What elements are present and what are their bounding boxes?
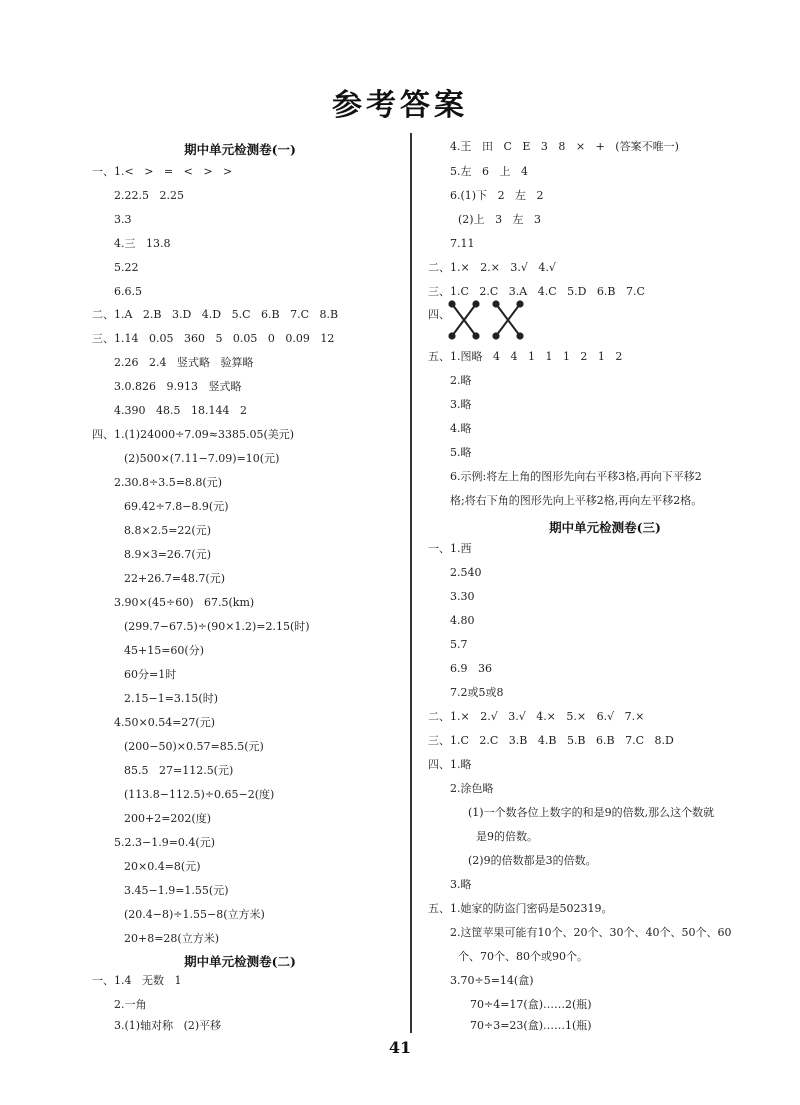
answer-line: 5.7: [450, 638, 468, 651]
section-heading-2: 期中单元检测卷(二): [184, 954, 296, 969]
answer-line: 四、1.(1)24000÷7.09≈3385.05(美元): [92, 428, 295, 441]
column-divider: [410, 133, 412, 1033]
answer-line: 一、1.4 无数 1: [92, 974, 182, 987]
answer-line: 四、1.略: [428, 758, 472, 771]
answer-line: 8.9×3=26.7(元): [124, 548, 212, 561]
section-heading-1: 期中单元检测卷(一): [184, 142, 296, 157]
answer-line: 2.涂色略: [450, 782, 494, 795]
answer-line: 三、1.14 0.05 360 5 0.05 0 0.09 12: [92, 332, 335, 345]
answer-line: 6.6.5: [114, 285, 142, 298]
answer-line: 3.30: [450, 590, 475, 603]
answer-line: 70÷3=23(盒)……1(瓶): [470, 1019, 592, 1032]
answer-line: 5.略: [450, 446, 472, 459]
answer-line: (2)500×(7.11−7.09)=10(元): [124, 452, 280, 465]
answer-line: 8.8×2.5=22(元): [124, 524, 212, 537]
answer-line: 2.这筐苹果可能有10个、20个、30个、40个、50个、60: [450, 926, 732, 939]
answer-line: 3.0.826 9.913 竖式略: [114, 380, 242, 393]
answer-line: 2.一角: [114, 998, 147, 1011]
answer-line: 3.(1)轴对称 (2)平移: [114, 1019, 222, 1032]
answer-line: 2.26 2.4 竖式略 验算略: [114, 356, 254, 369]
answer-line: 6.(1)下 2 左 2: [450, 189, 544, 202]
answer-line: 4.390 48.5 18.144 2: [114, 404, 247, 417]
answer-line: 二、1.× 2.× 3.√ 4.√: [428, 261, 556, 274]
answer-line: 200+2=202(度): [124, 812, 212, 825]
answer-line: 3.90×(45÷60) 67.5(km): [114, 596, 255, 609]
answer-line: (1)一个数各位上数字的和是9的倍数,那么这个数就: [468, 806, 715, 819]
answer-line: 4.三 13.8: [114, 237, 171, 250]
answer-line: 20+8=28(立方米): [124, 932, 220, 945]
answer-line: 3.3: [114, 213, 132, 226]
answer-line: 一、1.< > = < > >: [92, 165, 233, 178]
answer-line: 2.略: [450, 374, 472, 387]
page-number: 41: [388, 1038, 412, 1057]
answer-line: 20×0.4=8(元): [124, 860, 201, 873]
page-title: 参考答案: [332, 88, 468, 123]
answer-line: 三、1.C 2.C 3.A 4.C 5.D 6.B 7.C: [428, 285, 645, 298]
answer-line: 6.示例:将左上角的图形先向右平移3格,再向下平移2: [450, 470, 702, 483]
answer-line: (2)9的倍数都是3的倍数。: [468, 854, 597, 867]
answer-line: 5.左 6 上 4: [450, 165, 528, 178]
answer-line: 三、1.C 2.C 3.B 4.B 5.B 6.B 7.C 8.D: [428, 734, 674, 747]
answer-line: 2.22.5 2.25: [114, 189, 184, 202]
answer-line: (2)上 3 左 3: [458, 213, 542, 226]
answer-line: 四、: [428, 308, 450, 321]
answer-line: 一、1.西: [428, 542, 472, 555]
answer-line: 85.5 27=112.5(元): [124, 764, 234, 777]
answer-line: 二、1.× 2.√ 3.√ 4.× 5.× 6.√ 7.×: [428, 710, 645, 723]
answer-line: 5.2.3−1.9=0.4(元): [114, 836, 215, 849]
answer-line: 45+15=60(分): [124, 644, 205, 657]
answer-line: 3.略: [450, 398, 472, 411]
answer-line: 五、1.她家的防盗门密码是502319。: [428, 902, 613, 915]
answer-line: (20.4−8)÷1.55−8(立方米): [124, 908, 265, 921]
answer-line: 4.略: [450, 422, 472, 435]
answer-line: 2.540: [450, 566, 482, 579]
answer-line: 3.略: [450, 878, 472, 891]
answer-line: 是9的倍数。: [476, 830, 538, 843]
answer-line: 2.30.8÷3.5=8.8(元): [114, 476, 222, 489]
answer-line: 7.2或5或8: [450, 686, 504, 699]
answer-line: 二、1.A 2.B 3.D 4.D 5.C 6.B 7.C 8.B: [92, 308, 339, 321]
answer-line: 5.22: [114, 261, 139, 274]
answer-line: (200−50)×0.57=85.5(元): [124, 740, 264, 753]
answer-line: 个、70个、80个或90个。: [458, 950, 588, 963]
answer-line: 2.15−1=3.15(时): [124, 692, 218, 705]
answer-line: 22+26.7=48.7(元): [124, 572, 225, 585]
answer-line: 70÷4=17(盒)……2(瓶): [470, 998, 592, 1011]
answer-line: 4.50×0.54=27(元): [114, 716, 215, 729]
answer-line: 4.王 田 C E 3 8 × + (答案不唯一): [450, 140, 679, 153]
answer-line: (113.8−112.5)÷0.65−2(度): [124, 788, 275, 801]
answer-line: 7.11: [450, 237, 475, 250]
answer-line: 格;将右下角的图形先向上平移2格,再向左平移2格。: [450, 494, 703, 507]
answer-line: (299.7−67.5)÷(90×1.2)=2.15(时): [124, 620, 310, 633]
answer-line: 五、1.图略 4 4 1 1 1 2 1 2: [428, 350, 623, 363]
answer-line: 3.45−1.9=1.55(元): [124, 884, 229, 897]
answer-line: 3.70÷5=14(盒): [450, 974, 534, 987]
dot-cross-figure: [448, 300, 538, 342]
answer-line: 60分=1时: [124, 668, 177, 681]
section-heading-3: 期中单元检测卷(三): [549, 520, 661, 535]
answer-line: 6.9 36: [450, 662, 492, 675]
answer-line: 4.80: [450, 614, 475, 627]
answer-line: 69.42÷7.8−8.9(元): [124, 500, 229, 513]
